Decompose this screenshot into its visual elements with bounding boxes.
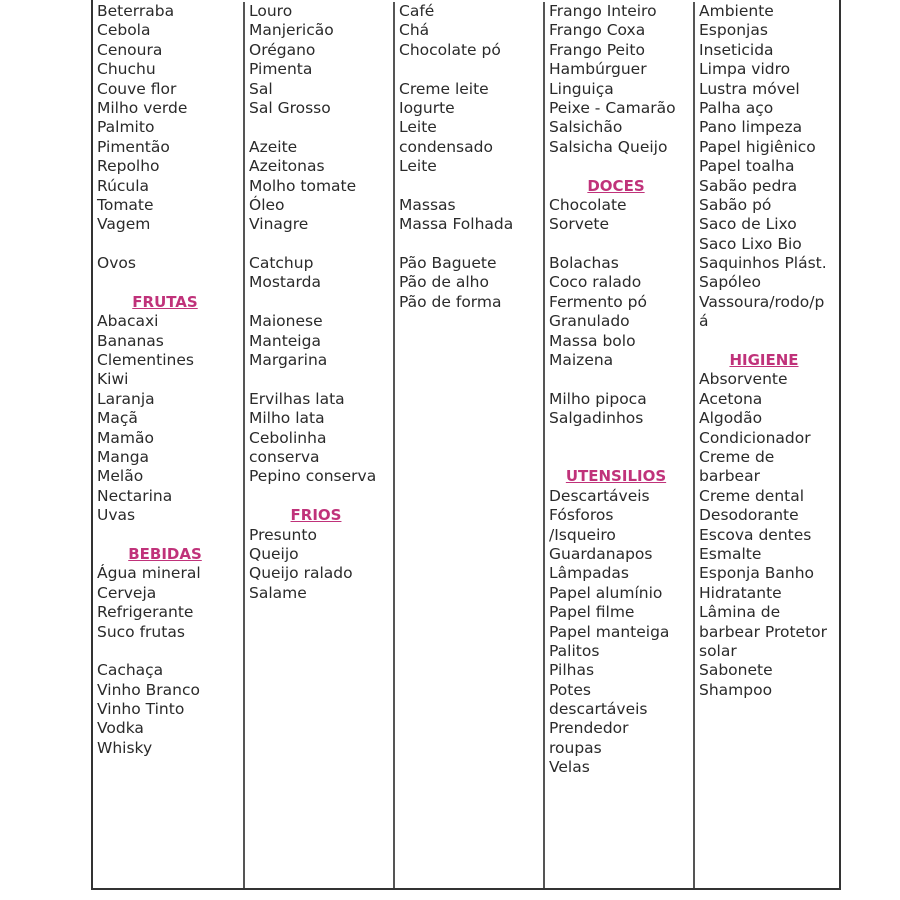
list-item: Azeite [249,137,298,156]
spacer [97,642,243,661]
list-item: Maionese [249,312,323,331]
column-1 [93,2,243,888]
spacer [549,448,693,467]
list-item: Vinho Branco [97,680,200,699]
list-item: Papel alumínio [549,583,663,602]
list-item: roupas [549,738,602,757]
list-item: descartáveis [549,700,648,719]
list-item: Escova dentes [699,525,812,544]
list-item: Salame [249,583,307,602]
list-item: Bolachas [549,254,619,273]
list-item: Ovos [97,254,136,273]
category-header: FRUTAS [132,292,198,311]
list-item: Whisky [97,738,153,757]
list-item: Catchup [249,254,314,273]
list-item: Manjericão [249,21,334,40]
list-item: Cenoura [97,40,163,59]
spacer [249,370,393,389]
list-item: Vassoura/rodo/p [699,292,825,311]
list-item: Saco Lixo Bio [699,234,802,253]
list-item: Vinho Tinto [97,700,185,719]
list-item: Kiwi [97,370,129,389]
list-item: Palitos [549,641,600,660]
list-item: Palha aço [699,98,774,117]
spacer [249,293,393,312]
list-item: Leite [399,118,437,137]
list-item: Acetona [699,389,763,408]
column-5 [693,2,839,888]
spacer [249,487,393,506]
list-item: Esponjas [699,21,768,40]
list-item: Vodka [97,719,144,738]
spacer [97,526,243,545]
list-item: Chocolate [549,195,627,214]
list-item: Ervilhas lata [249,389,345,408]
list-item: barbear Protetor [699,622,828,641]
list-item: Café [399,2,435,20]
list-item: Salsichão [549,118,623,137]
list-item: Condicionador [699,428,811,447]
list-item: Vagem [97,215,151,234]
list-item: Fósforos [549,506,614,525]
list-item: Potes [549,680,591,699]
list-item: Manteiga [249,331,321,350]
category-header: HIGIENE [729,351,799,370]
list-item: Uvas [97,506,136,525]
spacer [399,177,543,196]
list-item: Clementines [97,351,194,370]
list-item: Hidratante [699,583,782,602]
list-item: Sabonete [699,661,773,680]
spacer [549,157,693,176]
list-item: Bananas [97,331,164,350]
list-item: Pano limpeza [699,118,803,137]
list-item: Azeitonas [249,157,325,176]
list-item: Salgadinhos [549,409,644,428]
list-item: Tomate [97,195,154,214]
spacer [399,235,543,254]
list-item: Água mineral [97,564,201,583]
list-item: Laranja [97,389,155,408]
list-item: Pilhas [549,661,595,680]
list-item: Presunto [249,525,317,544]
list-item: Melão [97,467,144,486]
list-item: á [699,312,709,331]
list-item: Milho pipoca [549,389,647,408]
list-item: Maizena [549,351,614,370]
list-item: Cachaça [97,661,164,680]
list-item: Frango Inteiro [549,2,657,20]
list-item: Abacaxi [97,312,159,331]
list-item: Shampoo [699,680,773,699]
list-item: Massas [399,195,456,214]
list-item: Absorvente [699,370,788,389]
list-item: Sabão pedra [699,176,798,195]
list-item: Margarina [249,351,328,370]
list-item: Beterraba [97,2,175,20]
list-item: Sorvete [549,215,610,234]
list-item: Limpa vidro [699,60,791,79]
list-item: Cerveja [97,583,157,602]
list-item: Leite [399,157,437,176]
list-item: Milho verde [97,98,188,117]
shopping-list-table [91,0,841,890]
list-item: Esponja Banho [699,564,815,583]
list-item: Linguiça [549,79,614,98]
list-item: Massa bolo [549,331,636,350]
spacer [549,429,693,448]
list-item: Rúcula [97,176,150,195]
list-item: Fermento pó [549,292,647,311]
list-item: Massa Folhada [399,215,514,234]
list-item: Guardanapos [549,544,653,563]
list-item: Coco ralado [549,273,642,292]
column-4 [543,2,693,888]
list-item: Hambúrguer [549,60,647,79]
spacer [249,118,393,137]
list-item: Sapóleo [699,273,761,292]
list-item: Chuchu [97,60,156,79]
list-item: Palmito [97,118,155,137]
list-item: Frango Coxa [549,21,646,40]
list-item: Frango Peito [549,40,645,59]
list-item: Queijo ralado [249,564,353,583]
list-item: condensado [399,137,493,156]
list-item: Salsicha Queijo [549,137,668,156]
list-item: Iogurte [399,98,455,117]
list-item: Mamão [97,428,154,447]
list-item: Pão de alho [399,273,489,292]
list-item: Creme leite [399,79,489,98]
column-3 [393,2,543,888]
category-header: FRIOS [290,506,342,525]
spacer [399,60,543,79]
list-item: Pimenta [249,60,313,79]
list-item: Pão Baguete [399,254,497,273]
list-item: barbear [699,467,760,486]
list-item: Creme dental [699,486,805,505]
list-item: Papel filme [549,603,635,622]
list-item: Lustra móvel [699,79,800,98]
list-item: Sal Grosso [249,98,331,117]
list-item: Queijo [249,544,299,563]
list-item: Manga [97,447,150,466]
list-item: Saco de Lixo [699,215,797,234]
list-item: Algodão [699,409,763,428]
list-item: Prendedor [549,719,629,738]
list-item: Papel higiênico [699,137,816,156]
list-item: Pimentão [97,137,170,156]
list-item: Óleo [249,195,285,214]
list-item: /Isqueiro [549,525,616,544]
list-item: Orégano [249,40,316,59]
list-item: Ambiente [699,2,774,20]
category-header: DOCES [587,176,645,195]
list-item: Granulado [549,312,630,331]
column-2 [243,2,393,888]
spacer [97,273,243,292]
list-item: Pepino conserva [249,467,377,486]
list-item: Lâmpadas [549,564,629,583]
list-item: Desodorante [699,506,799,525]
list-item: Papel manteiga [549,622,670,641]
category-header: UTENSILIOS [565,467,667,486]
list-item: Chá [399,21,430,40]
category-header: BEBIDAS [128,544,202,563]
list-item: solar [699,641,737,660]
list-item: Sabão pó [699,195,772,214]
list-item: Esmalte [699,544,762,563]
spacer [249,235,393,254]
list-item: Couve flor [97,79,177,98]
list-item: Pão de forma [399,292,502,311]
spacer [549,235,693,254]
list-item: Molho tomate [249,176,357,195]
list-item: Chocolate pó [399,40,501,59]
list-item: Descartáveis [549,486,650,505]
list-item: Cebolinha [249,428,327,447]
list-item: Velas [549,758,590,777]
list-item: Louro [249,2,293,20]
list-item: Saquinhos Plást. [699,254,827,273]
list-item: Creme de [699,447,775,466]
list-item: Milho lata [249,409,325,428]
spacer [549,370,693,389]
list-item: Papel toalha [699,157,795,176]
list-item: Maçã [97,409,138,428]
list-item: Repolho [97,157,160,176]
spacer [699,332,839,351]
list-item: Peixe - Camarão [549,98,676,117]
list-item: Nectarina [97,486,173,505]
list-item: Mostarda [249,273,321,292]
list-item: Refrigerante [97,603,194,622]
spacer [97,235,243,254]
list-item: Cebola [97,21,151,40]
list-item: Vinagre [249,215,309,234]
list-item: Inseticida [699,40,774,59]
list-item: Lâmina de [699,603,781,622]
list-item: Suco frutas [97,622,185,641]
list-item: Sal [249,79,273,98]
list-item: conserva [249,447,320,466]
